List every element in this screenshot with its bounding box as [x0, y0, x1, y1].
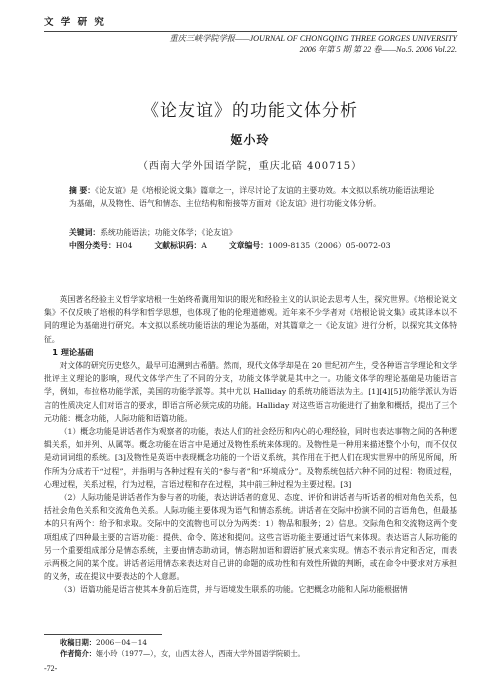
received-date: 2006－04－14: [95, 638, 147, 647]
footnote-author: [60, 648, 457, 659]
abstract-label: 摘 要：: [69, 186, 96, 195]
abstract-text: 《论友谊》是《培根论说文集》篇章之一，详尽讨论了友谊的主要功效。本文拟以系统功能语法理论为基础，从及物性、语气和情态、主位结构和衔接等方面对《论友谊》进行功能文体分析。: [69, 186, 435, 208]
page-number: -72-: [44, 664, 58, 673]
footnote-rule: [44, 634, 162, 635]
article-number-label: 文章编号：: [228, 241, 268, 250]
received-label: 收稿日期：: [60, 638, 96, 647]
classification-line: [69, 239, 438, 252]
body-paragraph: （3）语篇功能是语言使其本身前后连贯，并与语境发生联系的功能。它把概念功能和人际功能根据情: [59, 585, 408, 595]
journal-issue: 2006 年第 5 期 第 22 卷——No.5. 2006 Vol.22.: [299, 45, 457, 54]
section-heading: 1 理论基础: [52, 346, 94, 357]
author-affiliation: （西南大学外国语学院，重庆北碚 400715）: [137, 161, 363, 172]
body-paragraph: 对文体的研究历史悠久，最早可追溯到古希腊。然而，现代文体学却是在 20 世纪初产生，受各种语言学理论和文学批评主义理论的影响，现代文体学产生了不同的分支，功能文体学就是其中之一。功能文体学的理论基础是功能语言学，例如，布拉格功能学派，美国的功能学派等。其中尤以 Halliday 的系统功能语法为主。[1][4][5]功能学派认为语言的性质决定人们对语言的要求，即语言所必须完成的功能。Halliday 对这些语言功能进行了抽象和概括，提出了三个元功能：概念功能，人际功能和语篇功能。: [44, 361, 457, 423]
keywords-label: 关键词：: [69, 228, 101, 237]
footnote-received: [60, 637, 457, 648]
doc-code-label: 文献标识码：: [154, 241, 202, 250]
keywords: [69, 226, 438, 239]
abstract: [69, 184, 438, 210]
paper-title: 《论友谊》的功能文体分析: [142, 101, 358, 121]
keywords-text: 系统功能语法；功能文体学；《论友谊》: [100, 228, 237, 237]
author-name: 姬小玲: [230, 133, 270, 147]
clc-label: 中图分类号：: [69, 241, 116, 250]
body-paragraph: （2）人际功能是讲话者作为参与者的功能，表达讲话者的意见、态度、评价和讲话者与听话者的相对角色关系，包括社会角色关系和交流角色关系。人际功能主要体现为语气和情态系统。讲话者在交际中扮演不同的言语角色，但最基本的只有两个：给予和求取。交际中的交流物也可以分为两类：1）物品和服务；2）信息。交际角色和交流物这两个变项组成了四种最主要的言语功能：提供、命令、陈述和提问。这些言语功能主要通过语气来体现。表达语言人际功能的另一个重要组成部分是情态系统，主要由情态助动词，情态附加语和谓语扩展式来实现。情态不表示肯定和否定，而表示两极之间的某个度。讲话者运用情态来表达对自己讲的命题的成功性和有效性所做的判断，或在命令中要求对方承担的义务，或在提议中要表达的个人意愿。: [44, 493, 457, 582]
author-info: 姬小玲（1977—），女，山西太谷人，西南大学外国语学院硕士。: [95, 649, 305, 658]
journal-title: 重庆三峡学院学报——JOURNAL OF CHONGQING THREE GORGES UNIVERSITY: [169, 34, 457, 43]
clc-value: H04: [115, 241, 133, 250]
doc-code-value: A: [201, 241, 207, 250]
article-body: [44, 293, 457, 597]
article-number-value: 1009-8135（2006）05-0072-03: [267, 241, 391, 250]
body-paragraph: 英国著名经验主义哲学家培根一生始终希冀用知识的眼光和经验主义的认识论去思考人生，探究世界。《培根论说文集》不仅反映了培根的科学和哲学思想，也体现了他的伦理道德观。近年来不少学者对《培根论说文集》或其译本以不同的理论为基础进行研究。本文拟以系统功能语法的理论为基础，对其篇章之一《论友谊》进行分析，以探究其文体特征。: [44, 295, 457, 344]
header-rule: [44, 31, 457, 32]
body-paragraph: （1）概念功能是讲话者作为观察者的功能，表达人们的社会经历和内心的心理经验，同时也表达事物之间的各种逻辑关系，如并列、从属等。概念功能在语言中是通过及物性系统来体现的。及物性是一种用来描述整个小句，而不仅仅是动词词组的系统。[3]及物性是英语中表现概念功能的一个语义系统，其作用在于把人们在现实世界中的所见所闻，所作所为分成若干“过程”，并指明与各种过程有关的“参与者”和“环境成分”。及物系统包括六种不同的过程：物质过程，心理过程，关系过程，行为过程，言语过程和存在过程，其中前三种过程为主要过程。[3]: [44, 427, 457, 489]
author-info-label: 作者简介：: [60, 649, 96, 658]
section-tag: 文 学 研 究: [44, 17, 106, 28]
